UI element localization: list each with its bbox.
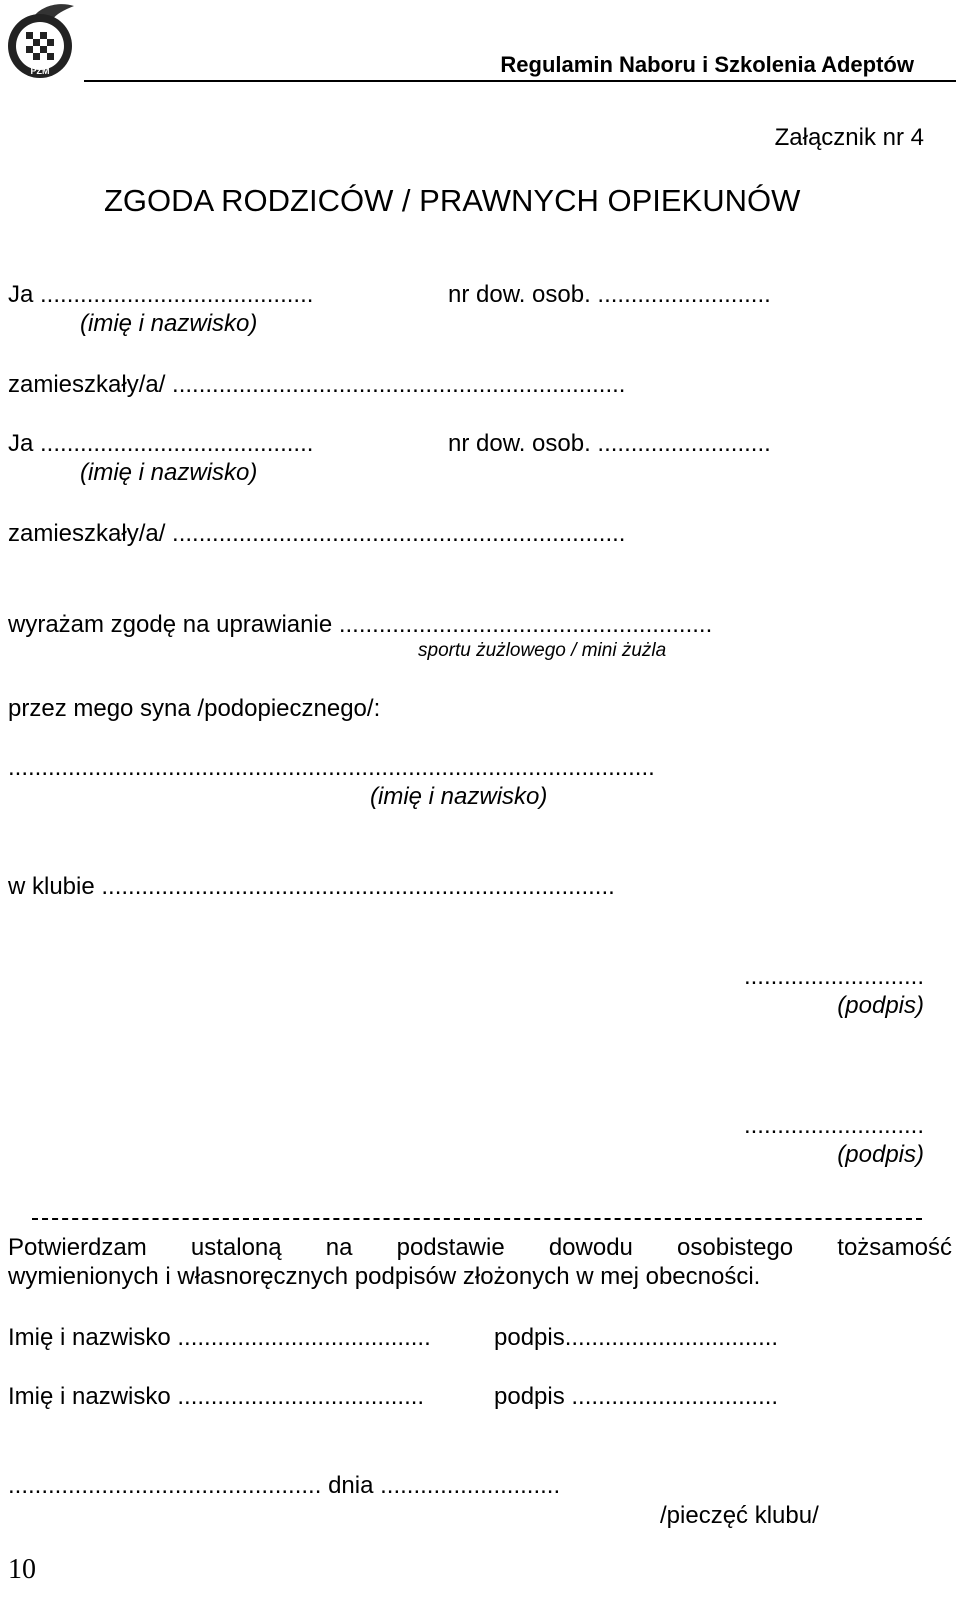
parent1-id-field[interactable]: nr dow. osob. .......................... [448,281,771,308]
son-name-field[interactable]: ................................................................................................. [8,754,655,781]
parent2-address-field[interactable]: zamieszkały/a/ .................................................................... [8,520,626,547]
parent1-name-field[interactable]: Ja ......................................... [8,281,314,308]
header-title: Regulamin Naboru i Szkolenia Adeptów [500,52,914,77]
signature-hint: (podpis) [837,1141,924,1168]
annex-label: Załącznik nr 4 [774,124,924,151]
pzm-logo [4,2,76,82]
parent2-name-hint: (imię i nazwisko) [80,459,258,486]
parent1-name-hint: (imię i nazwisko) [80,310,258,337]
page-number: 10 [8,1554,36,1585]
signature-hint: (podpis) [837,992,924,1019]
parent2-name-field[interactable]: Ja ......................................... [8,430,314,457]
confirmation-line-2: wymienionych i własnoręcznych podpisów złożonych w mej obecności. [8,1263,761,1290]
club-field[interactable]: w klubie ............................................................................. [8,873,615,900]
signature-line[interactable]: ........................... [743,1112,924,1139]
witness-name-field[interactable]: Imię i nazwisko ..................................... [8,1383,425,1410]
parent1-address-field[interactable]: zamieszkały/a/ .................................................................... [8,371,626,398]
document-title: ZGODA RODZICÓW / PRAWNYCH OPIEKUNÓW [104,183,801,218]
consent-sport-field[interactable]: wyrażam zgodę na uprawianie ........................................................ [8,611,713,638]
header-divider [84,80,956,82]
confirmation-line-1: Potwierdzam ustaloną na podstawie dowodu osobistego tożsamość [8,1234,952,1261]
svg-text:PZM: PZM [30,66,50,76]
club-stamp-label: /pieczęć klubu/ [660,1502,819,1529]
place-date-field[interactable]: ............................................... dnia ........................... [8,1472,561,1499]
witness-name-field[interactable]: Imię i nazwisko ...................................... [8,1324,431,1351]
witness-signature-field[interactable]: podpis ............................... [494,1383,779,1410]
parent2-id-field[interactable]: nr dow. osob. .......................... [448,430,771,457]
witness-signature-field[interactable]: podpis................................ [494,1324,779,1351]
signature-line[interactable]: ........................... [743,963,924,990]
son-label: przez mego syna /podopiecznego/: [8,695,381,722]
dashed-separator [32,1218,922,1220]
sport-hint: sportu żużlowego / mini żużla [418,640,667,661]
son-name-hint: (imię i nazwisko) [370,783,548,810]
